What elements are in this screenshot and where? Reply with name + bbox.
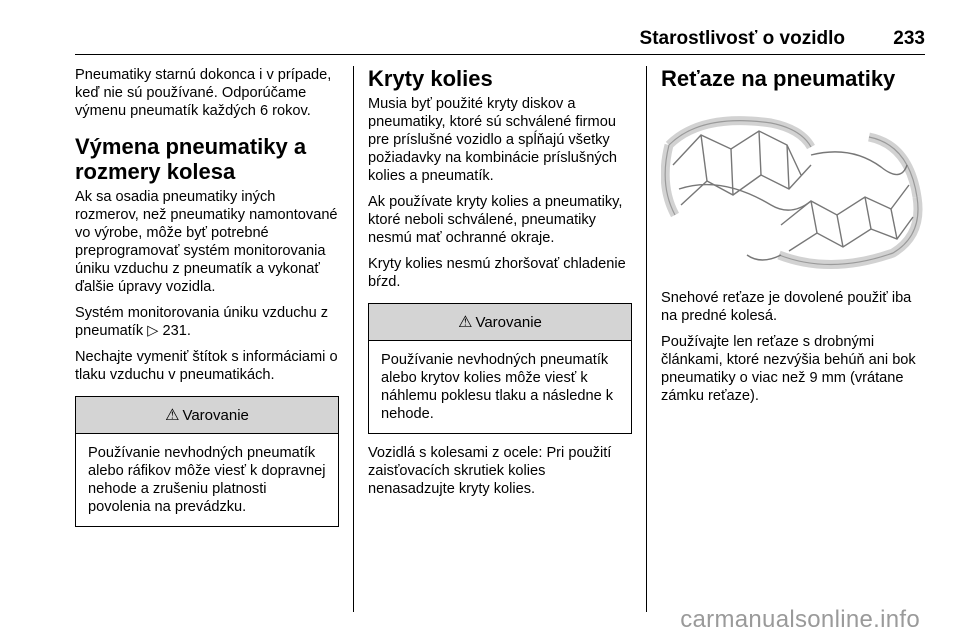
warning-title: Varovanie	[475, 313, 542, 331]
paragraph: Ak používate kryty kolies a pneumatiky, ktoré neboli schválené, pneumatiky nesmú mať ochranné okraje.	[368, 194, 623, 246]
warning-text: Používanie nevhodných pneumatík alebo krytov kolies môže viesť k náhlemu poklesu tlaku a následne k nehode.	[381, 352, 614, 422]
paragraph: Ak sa osadia pneumatiky iných rozmerov, než pneumatiky namontované vo výrobe, môže byť potrebné preprogramovať systém monitorovania úniku vzduchu z pneumatík a vykonať ďalšie úpravy vozidla.	[75, 189, 338, 295]
watermark: carmanualsonline.info	[680, 606, 920, 633]
snow-chains-illustration	[661, 105, 925, 275]
column-divider	[646, 66, 647, 612]
paragraph: Používajte len reťaze s drobnými článkami, ktoré nezvýšia behúň ani bok pneumatiky o viac než 9 mm (vrátane zámku reťaze).	[661, 334, 916, 404]
column-right	[661, 66, 925, 413]
intro-paragraph: Pneumatiky starnú dokonca i v prípade, keď nie sú používané. Odporúčame výmenu pneumatík každých 6 rokov.	[75, 67, 332, 119]
warning-body	[76, 434, 338, 526]
section-heading-wheel-covers: Kryty kolies	[368, 66, 493, 91]
warning-header	[76, 397, 338, 434]
column-divider	[353, 66, 354, 612]
section-heading-snow-chains: Reťaze na pneumatiky	[661, 66, 896, 91]
paragraph: Nechajte vymeniť štítok s informáciami o tlaku vzduchu v pneumatikách.	[75, 349, 338, 383]
page-reference-link[interactable]: 231.	[162, 323, 191, 339]
warning-text: Používanie nevhodných pneumatík alebo ráfikov môže viesť k dopravnej nehode a zrušeniu platnosti povolenia na prevádzku.	[88, 445, 326, 515]
paragraph: Snehové reťaze je dovolené použiť iba na predné kolesá.	[661, 290, 912, 324]
warning-box	[75, 396, 339, 527]
warning-triangle-icon: ⚠	[165, 407, 180, 424]
warning-box	[368, 303, 632, 434]
paragraph: Kryty kolies nesmú zhoršovať chladenie bŕzd.	[368, 256, 626, 290]
warning-title: Varovanie	[182, 406, 249, 424]
warning-header	[369, 304, 631, 341]
page-number: 233	[893, 28, 925, 49]
page-title: Starostlivosť o vozidlo	[639, 28, 845, 49]
warning-body	[369, 341, 631, 433]
page-header	[75, 26, 925, 55]
warning-triangle-icon: ⚠	[458, 314, 473, 331]
column-left	[75, 66, 339, 537]
paragraph-text: Systém monitorovania úniku vzduchu z pneumatík	[75, 305, 329, 339]
column-middle	[368, 66, 632, 506]
paragraph: Vozidlá s kolesami z ocele: Pri použití zaisťovacích skrutiek kolies nenasadzujte kryty kolies.	[368, 445, 612, 497]
paragraph-with-reference	[75, 304, 339, 340]
paragraph: Musia byť použité kryty diskov a pneumatiky, ktoré sú schválené firmou pre príslušné vozidlo a spĺňajú všetky požiadavky na kombinácie príslušných kolies a pneumatík.	[368, 96, 618, 184]
reference-arrow-icon: ▷	[147, 323, 159, 339]
section-heading-tire-change: Výmena pneumatiky a rozmery kolesa	[75, 134, 307, 184]
